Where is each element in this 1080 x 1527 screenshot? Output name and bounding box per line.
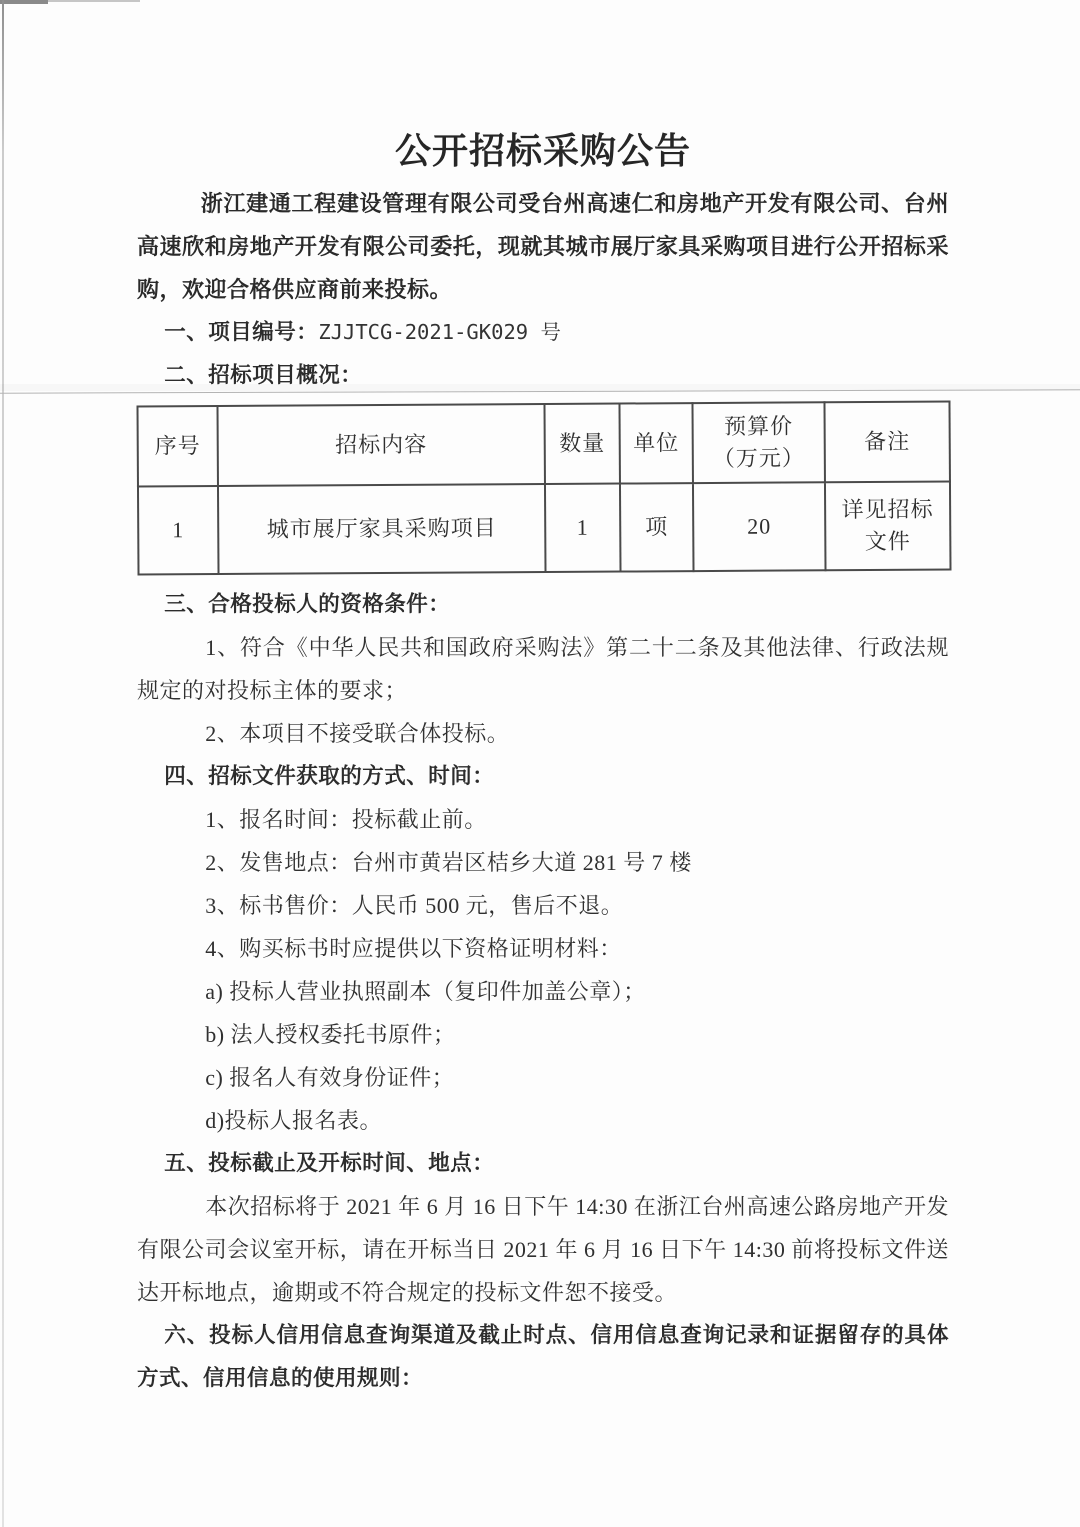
- section-3-item-1: 1、符合《中华人民共和国政府采购法》第二十二条及其他法律、行政法规规定的对投标主体的要求；: [137, 635, 949, 703]
- section-4-item-3: 3、标书售价：人民币 500 元，售后不退。: [205, 893, 624, 918]
- table-cell-unit: 项: [620, 483, 694, 571]
- section-4-item-4: 4、购买标书时应提供以下资格证明材料：: [205, 936, 622, 961]
- section-4-item-d: d)投标人报名表。: [205, 1108, 383, 1133]
- project-number: ZJJTCG-2021-GK029 号: [318, 320, 561, 344]
- table-cell-content: 城市展厅家具采购项目: [218, 484, 546, 574]
- section-1-heading: [137, 311, 949, 354]
- table-header-budget: [692, 402, 824, 483]
- section-5-heading: 五、投标截止及开标时间、地点：: [164, 1151, 495, 1175]
- table-cell-budget: 20: [693, 482, 826, 571]
- table-header-note: 备注: [824, 402, 949, 483]
- table-row: [138, 482, 951, 575]
- table-header-unit: 单位: [619, 403, 692, 483]
- table-header-budget-line2: （万元）: [712, 445, 805, 471]
- section-4-item-1: 1、报名时间：投标截止前。: [205, 807, 487, 832]
- section-3-item-2: 2、本项目不接受联合体投标。: [205, 721, 510, 746]
- table-header-qty: 数量: [544, 404, 619, 484]
- section-6-heading: 六、投标人信用信息查询渠道及截止时点、信用信息查询记录和证据留存的具体方式、信用信息的使用规则：: [137, 1323, 949, 1390]
- section-2-heading: 二、招标项目概况：: [164, 363, 363, 387]
- table-header-seq: 序号: [137, 406, 217, 486]
- table-header-budget-line1: 预算价: [724, 413, 794, 439]
- section-4-item-b: b) 法人授权委托书原件；: [205, 1022, 456, 1047]
- table-cell-note: 详见招标文件: [825, 482, 951, 571]
- project-overview-table: [136, 401, 951, 576]
- scan-corner-mark: [0, 0, 48, 4]
- table-header-row: [137, 402, 949, 487]
- section-3-heading: 三、合格投标人的资格条件：: [164, 592, 451, 616]
- scan-left-edge-line: [2, 0, 4, 1527]
- table-cell-seq: 1: [138, 486, 219, 574]
- table-cell-qty: 1: [545, 484, 621, 572]
- section-4-item-a: a) 投标人营业执照副本（复印件加盖公章）；: [205, 979, 646, 1004]
- intro-paragraph: 浙江建通工程建设管理有限公司受台州高速仁和房地产开发有限公司、台州高速欣和房地产开发有限公司委托，现就其城市展厅家具采购项目进行公开招标采购，欢迎合格供应商前来投标。: [137, 191, 949, 302]
- document-content: [137, 128, 949, 1400]
- section-4-item-2: 2、发售地点：台州市黄岩区桔乡大道 281 号 7 楼: [205, 850, 692, 875]
- section-4-item-c: c) 报名人有效身份证件；: [205, 1065, 455, 1090]
- section-1-label: 一、项目编号：: [164, 320, 319, 344]
- section-5-body: 本次招标将于 2021 年 6 月 16 日下午 14:30 在浙江台州高速公路房地产开发有限公司会议室开标，请在开标当日 2021 年 6 月 16 日下午 14:30 前将投标文件送达开标地点，逾期或不符合规定的投标文件恕不接受。: [137, 1194, 949, 1305]
- scan-corner-mark-light: [48, 0, 140, 2]
- document-title: 公开招标采购公告: [394, 131, 691, 171]
- table-header-content: 招标内容: [217, 404, 544, 486]
- section-4-heading: 四、招标文件获取的方式、时间：: [164, 764, 495, 788]
